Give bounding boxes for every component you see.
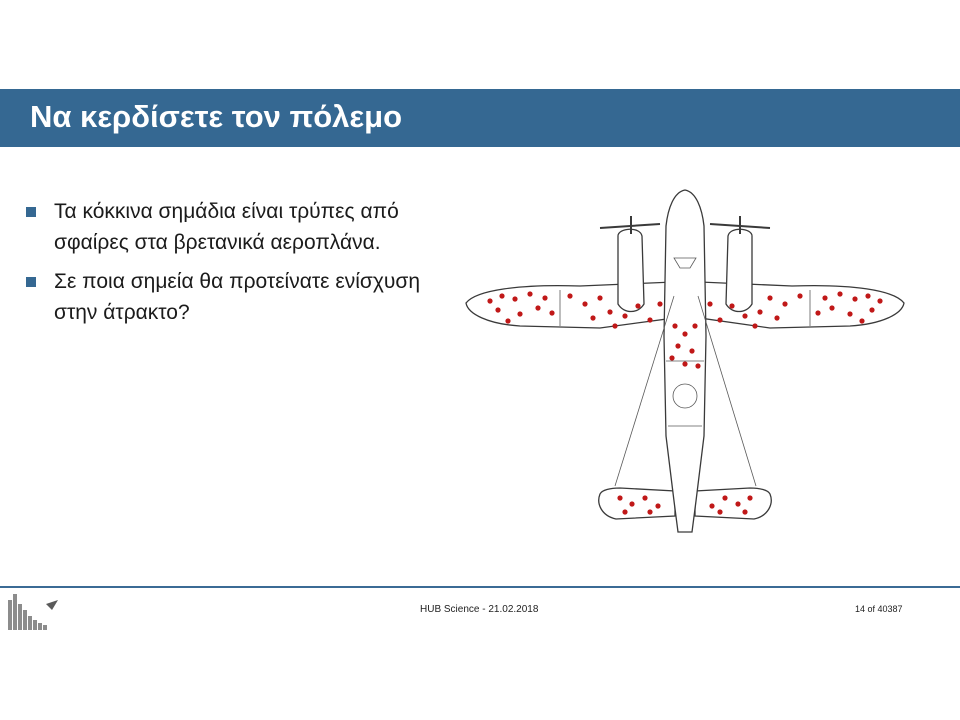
title-bar xyxy=(0,89,960,147)
left-engine xyxy=(618,229,644,311)
footer-divider xyxy=(0,586,960,588)
bullet-square-icon xyxy=(26,207,36,217)
slide-title: Να κερδίσετε τον πόλεμο xyxy=(30,99,403,134)
right-engine xyxy=(726,229,752,311)
right-tailplane xyxy=(695,488,771,519)
bullet-square-icon xyxy=(26,277,36,287)
left-tailplane xyxy=(599,488,675,519)
footer-event: HUB Science - 21.02.2018 xyxy=(420,604,539,615)
hub-science-logo-icon xyxy=(6,590,62,630)
bullet-text: Σε ποια σημεία θα προτείνατε ενίσχυση στην άτρακτο? xyxy=(54,270,420,324)
bullet-text: Τα κόκκινα σημάδια είναι τρύπες από σφαίρες στα βρετανικά αεροπλάνα. xyxy=(54,200,399,254)
page-number: 14 of 40387 xyxy=(855,604,903,614)
airplane-diagram-icon xyxy=(460,186,910,541)
bullet-item xyxy=(24,266,444,328)
bullet-list xyxy=(24,196,444,336)
bullet-item xyxy=(24,196,444,258)
